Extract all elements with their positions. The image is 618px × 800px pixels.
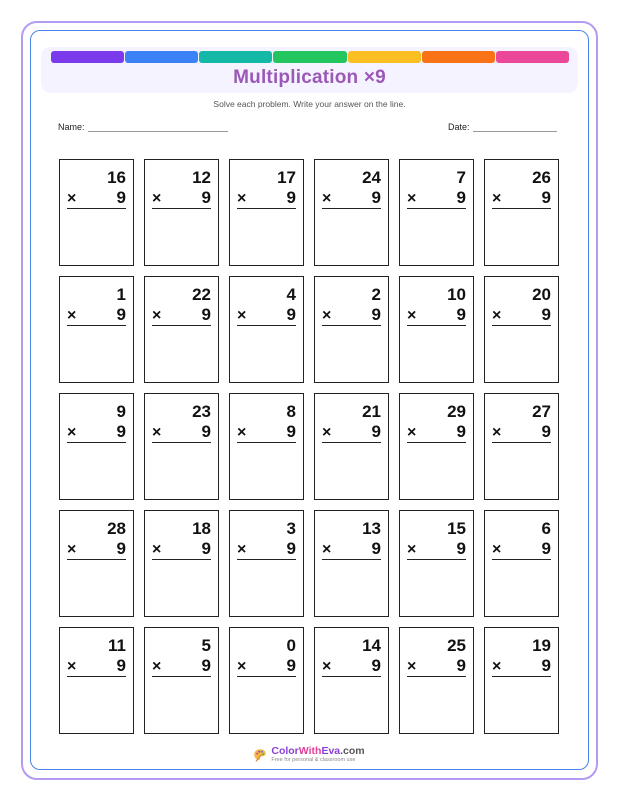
color-segment bbox=[422, 51, 495, 63]
times-icon: × bbox=[237, 658, 247, 675]
multiplicand: 19 bbox=[532, 636, 551, 655]
operator-row bbox=[152, 188, 211, 209]
multiplier: 9 bbox=[286, 188, 296, 207]
multiplicand: 14 bbox=[362, 636, 381, 655]
operator-row bbox=[492, 539, 551, 560]
problem-card[interactable] bbox=[229, 276, 304, 383]
problem-card[interactable] bbox=[314, 276, 389, 383]
worksheet-title: Multiplication ×9 bbox=[233, 67, 386, 88]
times-icon: × bbox=[492, 541, 502, 558]
color-segment bbox=[496, 51, 569, 63]
times-icon: × bbox=[152, 658, 162, 675]
multiplicand: 21 bbox=[362, 402, 381, 421]
date-field[interactable] bbox=[448, 122, 557, 132]
problem-card[interactable] bbox=[314, 159, 389, 266]
problem-card[interactable] bbox=[484, 627, 559, 734]
multiplier: 9 bbox=[541, 422, 551, 441]
times-icon: × bbox=[407, 424, 417, 441]
problem-grid bbox=[59, 159, 559, 734]
multiplier: 9 bbox=[541, 656, 551, 675]
operator-row bbox=[322, 188, 381, 209]
operator-row bbox=[67, 656, 126, 677]
multiplier: 9 bbox=[286, 539, 296, 558]
times-icon: × bbox=[322, 307, 332, 324]
name-field[interactable] bbox=[58, 122, 228, 132]
times-icon: × bbox=[237, 541, 247, 558]
problem-card[interactable] bbox=[399, 159, 474, 266]
multiplier: 9 bbox=[541, 188, 551, 207]
times-icon: × bbox=[407, 541, 417, 558]
times-icon: × bbox=[322, 424, 332, 441]
problem-card[interactable] bbox=[484, 159, 559, 266]
brand-with-text: With bbox=[298, 745, 322, 757]
operator-row bbox=[407, 305, 466, 326]
operator-row bbox=[152, 539, 211, 560]
operator-row bbox=[237, 305, 296, 326]
operator-row bbox=[407, 422, 466, 443]
times-icon: × bbox=[407, 658, 417, 675]
multiplier: 9 bbox=[201, 656, 211, 675]
multiplicand: 9 bbox=[116, 402, 126, 421]
multiplicand: 23 bbox=[192, 402, 211, 421]
times-icon: × bbox=[152, 541, 162, 558]
palette-icon bbox=[253, 748, 267, 762]
times-icon: × bbox=[152, 307, 162, 324]
multiplicand: 4 bbox=[286, 285, 296, 304]
color-segment bbox=[51, 51, 124, 63]
operator-row bbox=[407, 188, 466, 209]
operator-row bbox=[492, 188, 551, 209]
multiplicand: 1 bbox=[116, 285, 126, 304]
color-segment bbox=[273, 51, 346, 63]
multiplicand: 22 bbox=[192, 285, 211, 304]
multiplier: 9 bbox=[456, 539, 466, 558]
times-icon: × bbox=[322, 190, 332, 207]
problem-card[interactable] bbox=[229, 627, 304, 734]
multiplier: 9 bbox=[201, 188, 211, 207]
times-icon: × bbox=[237, 190, 247, 207]
problem-card[interactable] bbox=[229, 159, 304, 266]
brand-name bbox=[271, 746, 364, 757]
brand-com-text: .com bbox=[340, 745, 365, 757]
problem-card[interactable] bbox=[144, 627, 219, 734]
operator-row bbox=[237, 539, 296, 560]
multiplicand: 17 bbox=[277, 168, 296, 187]
times-icon: × bbox=[407, 307, 417, 324]
problem-card[interactable] bbox=[59, 627, 134, 734]
problem-card[interactable] bbox=[144, 393, 219, 500]
times-icon: × bbox=[407, 190, 417, 207]
operator-row bbox=[237, 422, 296, 443]
multiplier: 9 bbox=[456, 656, 466, 675]
operator-row bbox=[152, 305, 211, 326]
brand-color-text: Color bbox=[271, 745, 299, 757]
operator-row bbox=[67, 188, 126, 209]
times-icon: × bbox=[492, 658, 502, 675]
problem-card[interactable] bbox=[144, 159, 219, 266]
problem-card[interactable] bbox=[314, 510, 389, 617]
multiplicand: 24 bbox=[362, 168, 381, 187]
multiplier: 9 bbox=[371, 305, 381, 324]
multiplicand: 10 bbox=[447, 285, 466, 304]
problem-card[interactable] bbox=[144, 510, 219, 617]
multiplicand: 29 bbox=[447, 402, 466, 421]
operator-row bbox=[322, 305, 381, 326]
multiplier: 9 bbox=[116, 422, 126, 441]
multiplier: 9 bbox=[286, 656, 296, 675]
operator-row bbox=[152, 656, 211, 677]
problem-card[interactable] bbox=[399, 276, 474, 383]
multiplier: 9 bbox=[201, 539, 211, 558]
date-blank-line[interactable] bbox=[473, 122, 557, 132]
multiplier: 9 bbox=[371, 188, 381, 207]
multiplier: 9 bbox=[541, 305, 551, 324]
multiplier: 9 bbox=[371, 539, 381, 558]
operator-row bbox=[152, 422, 211, 443]
problem-card[interactable] bbox=[144, 276, 219, 383]
multiplicand: 13 bbox=[362, 519, 381, 538]
operator-row bbox=[322, 539, 381, 560]
name-label: Name: bbox=[58, 122, 85, 132]
operator-row bbox=[322, 422, 381, 443]
problem-card[interactable] bbox=[399, 393, 474, 500]
multiplier: 9 bbox=[541, 539, 551, 558]
problem-card[interactable] bbox=[399, 510, 474, 617]
multiplicand: 3 bbox=[286, 519, 296, 538]
problem-card[interactable] bbox=[314, 393, 389, 500]
problem-card[interactable] bbox=[484, 276, 559, 383]
times-icon: × bbox=[492, 190, 502, 207]
operator-row bbox=[237, 656, 296, 677]
date-label: Date: bbox=[448, 122, 470, 132]
multiplier: 9 bbox=[201, 422, 211, 441]
operator-row bbox=[237, 188, 296, 209]
multiplicand: 7 bbox=[456, 168, 466, 187]
times-icon: × bbox=[152, 424, 162, 441]
operator-row bbox=[492, 305, 551, 326]
times-icon: × bbox=[67, 541, 77, 558]
times-icon: × bbox=[237, 307, 247, 324]
problem-card[interactable] bbox=[314, 627, 389, 734]
operator-row bbox=[407, 656, 466, 677]
brand-eva-text: Eva bbox=[321, 745, 341, 757]
multiplier: 9 bbox=[116, 305, 126, 324]
multiplier: 9 bbox=[286, 305, 296, 324]
problem-card[interactable] bbox=[59, 393, 134, 500]
multiplicand: 26 bbox=[532, 168, 551, 187]
times-icon: × bbox=[67, 424, 77, 441]
multiplicand: 11 bbox=[108, 636, 126, 655]
times-icon: × bbox=[152, 190, 162, 207]
problem-card[interactable] bbox=[229, 393, 304, 500]
multiplicand: 28 bbox=[107, 519, 126, 538]
problem-card[interactable] bbox=[484, 510, 559, 617]
multiplier: 9 bbox=[116, 188, 126, 207]
multiplier: 9 bbox=[456, 422, 466, 441]
multiplicand: 18 bbox=[192, 519, 211, 538]
color-segment bbox=[125, 51, 198, 63]
multiplicand: 20 bbox=[532, 285, 551, 304]
multiplicand: 6 bbox=[541, 519, 551, 538]
operator-row bbox=[322, 656, 381, 677]
brand-tagline: Free for personal & classroom use bbox=[271, 756, 356, 763]
multiplier: 9 bbox=[286, 422, 296, 441]
multiplicand: 27 bbox=[532, 402, 551, 421]
multiplier: 9 bbox=[116, 656, 126, 675]
multiplier: 9 bbox=[116, 539, 126, 558]
multiplicand: 12 bbox=[192, 168, 211, 187]
times-icon: × bbox=[322, 541, 332, 558]
multiplicand: 25 bbox=[447, 636, 466, 655]
footer-logo bbox=[0, 746, 618, 763]
color-segment bbox=[348, 51, 421, 63]
name-blank-line[interactable] bbox=[88, 122, 228, 132]
multiplicand: 2 bbox=[371, 285, 381, 304]
operator-row bbox=[67, 305, 126, 326]
operator-row bbox=[67, 422, 126, 443]
problem-card[interactable] bbox=[59, 276, 134, 383]
multiplier: 9 bbox=[456, 305, 466, 324]
times-icon: × bbox=[492, 307, 502, 324]
multiplicand: 8 bbox=[286, 402, 296, 421]
times-icon: × bbox=[237, 424, 247, 441]
multiplier: 9 bbox=[371, 656, 381, 675]
operator-row bbox=[407, 539, 466, 560]
multiplier: 9 bbox=[201, 305, 211, 324]
times-icon: × bbox=[67, 658, 77, 675]
times-icon: × bbox=[492, 424, 502, 441]
multiplier: 9 bbox=[371, 422, 381, 441]
multiplicand: 15 bbox=[447, 519, 466, 538]
problem-card[interactable] bbox=[229, 510, 304, 617]
multiplicand: 0 bbox=[286, 636, 296, 655]
multiplicand: 16 bbox=[107, 168, 126, 187]
operator-row bbox=[67, 539, 126, 560]
multiplier: 9 bbox=[456, 188, 466, 207]
instructions-text: Solve each problem. Write your answer on the line. bbox=[213, 99, 406, 109]
multiplicand: 5 bbox=[201, 636, 211, 655]
rainbow-color-bar bbox=[51, 51, 569, 63]
color-segment bbox=[199, 51, 272, 63]
problem-card[interactable] bbox=[59, 510, 134, 617]
operator-row bbox=[492, 422, 551, 443]
times-icon: × bbox=[67, 190, 77, 207]
times-icon: × bbox=[67, 307, 77, 324]
problem-card[interactable] bbox=[399, 627, 474, 734]
problem-card[interactable] bbox=[484, 393, 559, 500]
times-icon: × bbox=[322, 658, 332, 675]
problem-card[interactable] bbox=[59, 159, 134, 266]
operator-row bbox=[492, 656, 551, 677]
